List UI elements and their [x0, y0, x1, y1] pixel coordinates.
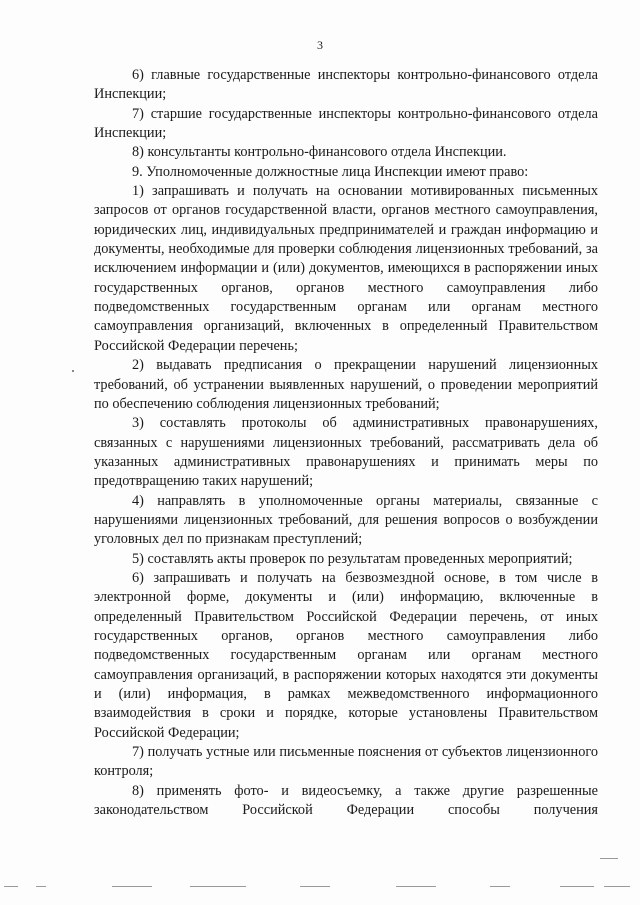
- paragraph: 7) старшие государственные инспекторы контрольно-финансового отдела Инспекции;: [94, 105, 598, 142]
- scan-mark: [560, 886, 594, 887]
- paragraph: 9. Уполномоченные должностные лица Инспекции имеют право:: [132, 163, 529, 180]
- paragraph: 6) запрашивать и получать на безвозмездной основе, в том числе в электронной форме, документы и (или) информацию, включенные в определенный Правительством Российской Федерации перечень, от иных государственных органов, органов местного самоуправления либо подведомственных государственным органам или органам местного самоуправления организаций, в распоряжении которых находятся эти документы и (или) информация, в рамках межведомственного информационного взаимодействия в сроки и порядке, которые установлены Правительством Российской Федерации;: [94, 569, 598, 741]
- scan-mark: [396, 886, 436, 887]
- page-number: 3: [317, 38, 323, 52]
- scan-mark: [490, 886, 510, 887]
- paragraph: 3) составлять протоколы об административных правонарушениях, связанных с нарушениями лицензионных требований, рассматривать дела об указанных административных правонарушениях и принимать меры по предотвращению таких нарушений;: [94, 415, 598, 490]
- paragraph: 2) выдавать предписания о прекращении нарушений лицензионных требований, об устранении выявленных нарушений, о проведении мероприятий по обеспечению соблюдения лицензионных требований;: [94, 357, 598, 412]
- paragraph: 8) консультанты контрольно-финансового отдела Инспекции.: [132, 144, 507, 161]
- scan-mark: [112, 886, 152, 887]
- paragraph: 4) направлять в уполномоченные органы материалы, связанные с нарушениями лицензионных требований, для решения вопросов о возбуждении уголовных дел по признакам преступлений;: [94, 492, 598, 548]
- document-body: [94, 66, 598, 820]
- scan-mark: [190, 886, 246, 887]
- scan-mark: [4, 886, 18, 887]
- paragraph: 1) запрашивать и получать на основании мотивированных письменных запросов от органов государственной власти, органов местного самоуправления, юридических лиц, индивидуальных предпринимателей и граждан информацию и документы, необходимые для проверки соблюдения лицензионных требований, за исключением информации и (или) документов, имеющихся в распоряжении иных государственных органов, органов местного самоуправления либо подведомственных государственным органам или органам местного самоуправления организаций, включенных в определенный Правительством Российской Федерации перечень;: [94, 183, 598, 354]
- scan-mark: [600, 858, 618, 859]
- paragraph: 8) применять фото- и видеосъемку, а также другие разрешенные законодательством Российской Федерации способы получения: [94, 782, 598, 819]
- scan-speck: [72, 370, 74, 372]
- scan-mark: [36, 886, 46, 887]
- scan-mark: [604, 886, 630, 887]
- scan-mark: [300, 886, 330, 887]
- paragraph: 5) составлять акты проверок по результатам проведенных мероприятий;: [132, 550, 573, 567]
- paragraph: 7) получать устные или письменные пояснения от субъектов лицензионного контроля;: [94, 744, 598, 780]
- paragraph: 6) главные государственные инспекторы контрольно-финансового отдела Инспекции;: [94, 67, 598, 103]
- scan-artifacts: [0, 882, 640, 902]
